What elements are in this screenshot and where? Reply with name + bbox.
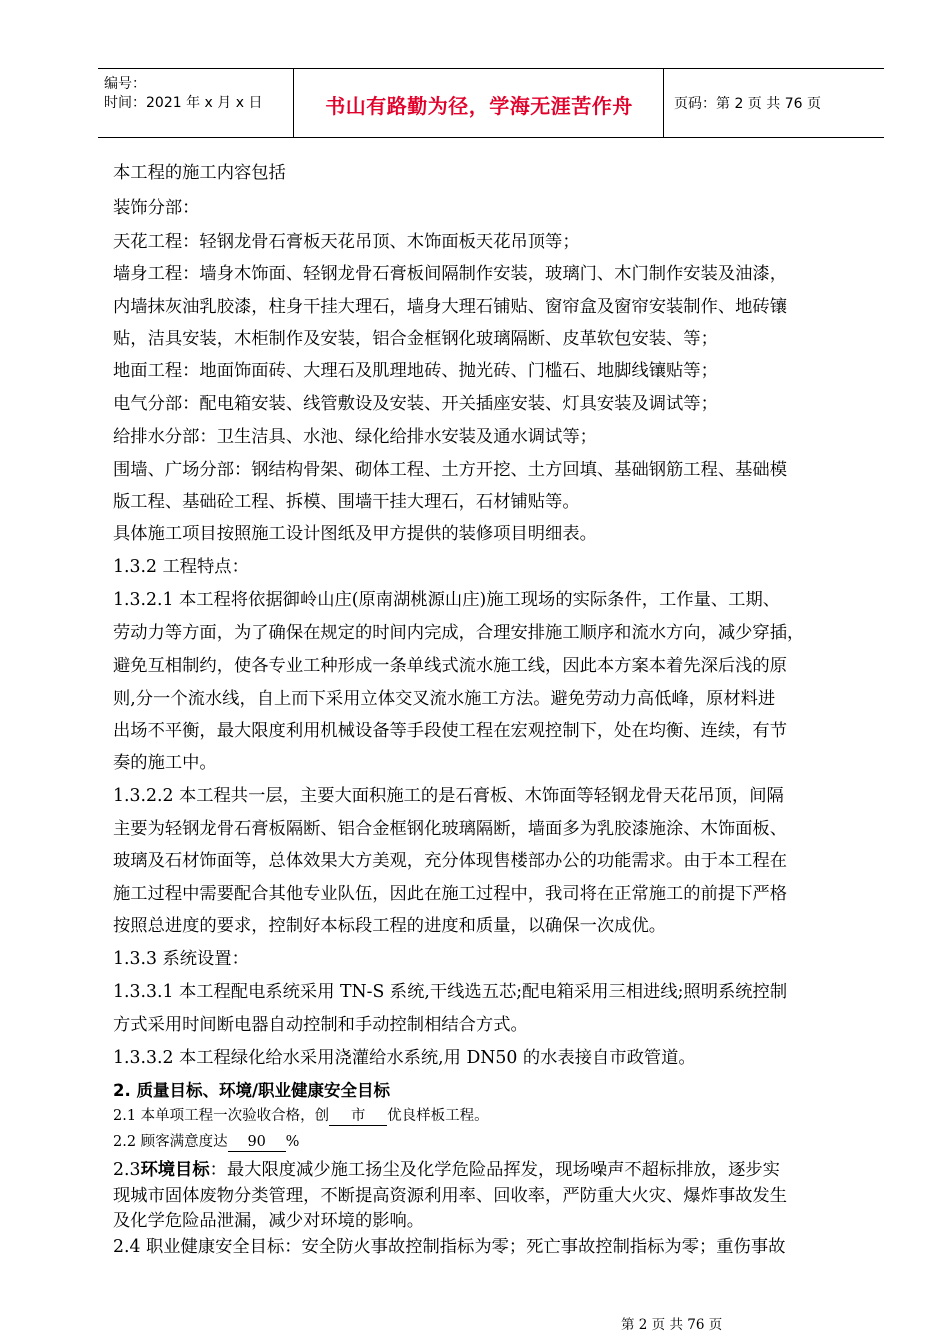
header-page-cell (664, 69, 884, 137)
header-motto: 书山有路勤为径，学海无涯苦作舟 (325, 94, 633, 118)
goal-fill-level: 市 (329, 1109, 387, 1126)
paragraph-line: 具体施工项目按照施工设计图纸及甲方提供的装修项目明细表。 (113, 524, 597, 544)
goal-label: 环境目标 (140, 1160, 210, 1180)
paragraph-line: 按照总进度的要求，控制好本标段工程的进度和质量，以确保一次成优。 (113, 916, 667, 936)
paragraph-line: 天花工程：轻钢龙骨石膏板天花吊顶、木饰面板天花吊顶等； (113, 232, 580, 252)
document-date: 时间：2021 年 x 月 x 日 (104, 95, 263, 111)
paragraph-line: 1.3.2.1 本工程将依据御岭山庄(原南湖桃源山庄)施工现场的实际条件，工作量、工期、 (113, 590, 781, 610)
paragraph-line: 1.3.3.2 本工程绿化给水采用浇灌给水系统,用 DN50 的水表接自市政管道。 (113, 1048, 696, 1068)
paragraph-line: 主要为轻钢龙骨石膏板隔断、铝合金框钢化玻璃隔断，墙面多为乳胶漆施涂、木饰面板、 (113, 819, 787, 839)
goal-text: 优良样板工程。 (387, 1108, 489, 1124)
header-page-number: 页码：第 2 页 共 76 页 (674, 96, 821, 112)
paragraph-line: 及化学危险品泄漏，减少对环境的影响。 (113, 1211, 425, 1231)
paragraph-line: 1.3.2.2 本工程共一层，主要大面积施工的是石膏板、木饰面等轻钢龙骨天花吊顶，间隔 (113, 786, 784, 806)
paragraph-line: 则,分一个流水线，自上而下采用立体交叉流水施工方法。避免劳动力高低峰，原材料进 (113, 689, 776, 709)
goal-fill-percent: 90 (228, 1135, 286, 1152)
paragraph-line: 避免互相制约，使各专业工种形成一条单线式流水施工线，因此本方案本着先深后浅的原 (113, 656, 787, 676)
paragraph-line: 墙身工程：墙身木饰面、轻钢龙骨石膏板间隔制作安装，玻璃门、木门制作安装及油漆， (113, 264, 787, 284)
paragraph-line: 2.4 职业健康安全目标：安全防火事故控制指标为零；死亡事故控制指标为零；重伤事故 (113, 1237, 786, 1257)
chapter-heading: 2. 质量目标、环境/职业健康安全目标 (113, 1081, 391, 1100)
paragraph-line: 版工程、基础砼工程、拆模、围墙干挂大理石，石材铺贴等。 (113, 492, 580, 512)
paragraph-line: 装饰分部： (113, 198, 200, 218)
goal-line (113, 1130, 299, 1152)
paragraph-line (113, 1155, 780, 1180)
paragraph-line: 1.3.3.1 本工程配电系统采用 TN-S 系统,干线选五芯;配电箱采用三相进线;照明系统控制 (113, 982, 788, 1002)
section-heading: 1.3.2 工程特点： (113, 557, 249, 577)
paragraph-line: 现城市固体废物分类管理，不断提高资源利用率、回收率，严防重大火灾、爆炸事故发生 (113, 1186, 787, 1206)
paragraph-line: 劳动力等方面，为了确保在规定的时间内完成，合理安排施工顺序和流水方向，减少穿插， (113, 623, 805, 643)
goal-text: % (285, 1134, 300, 1150)
goal-text: 2.1 本单项工程一次验收合格，创 (113, 1108, 330, 1124)
goal-line (113, 1104, 489, 1126)
paragraph-line: 本工程的施工内容包括 (113, 163, 286, 183)
document-code: 编号： (104, 76, 146, 92)
paragraph-line: 电气分部：配电箱安装、线管敷设及安装、开关插座安装、灯具安装及调试等； (113, 394, 718, 414)
page-footer: 第 2 页 共 76 页 (621, 1317, 723, 1333)
paragraph-line: 玻璃及石材饰面等，总体效果大方美观，充分体现售楼部办公的功能需求。由于本工程在 (113, 851, 787, 871)
paragraph-line: 围墙、广场分部：钢结构骨架、砌体工程、土方开挖、土方回填、基础钢筋工程、基础模 (113, 460, 787, 480)
paragraph-line: 贴，洁具安装，木柜制作及安装，铝合金框钢化玻璃隔断、皮革软包安装、等； (113, 329, 718, 349)
section-heading: 1.3.3 系统设置： (113, 949, 249, 969)
paragraph-line: 内墙抹灰油乳胶漆，柱身干挂大理石，墙身大理石铺贴、窗帘盒及窗帘安装制作、地砖镶 (113, 297, 787, 317)
paragraph-line: 奏的施工中。 (113, 753, 217, 773)
header-meta-cell (98, 69, 294, 137)
header-motto-cell (294, 69, 664, 137)
paragraph-line: 出场不平衡，最大限度利用机械设备等手段使工程在宏观控制下，处在均衡、连续，有节 (113, 721, 787, 741)
paragraph-line: 方式采用时间断电器自动控制和手动控制相结合方式。 (113, 1015, 528, 1035)
paragraph-line: 给排水分部：卫生洁具、水池、绿化给排水安装及通水调试等； (113, 427, 597, 447)
paragraph-line: 施工过程中需要配合其他专业队伍，因此在施工过程中，我司将在正常施工的前提下严格 (113, 884, 787, 904)
paragraph-line: 地面工程：地面饰面砖、大理石及肌理地砖、抛光砖、门槛石、地脚线镶贴等； (113, 361, 718, 381)
page-header (98, 68, 884, 138)
goal-number: 2.3 (113, 1160, 141, 1180)
goal-text: ：最大限度减少施工扬尘及化学危险品挥发，现场噪声不超标排放，逐步实 (209, 1160, 780, 1180)
goal-text: 2.2 顾客满意度达 (113, 1134, 228, 1150)
